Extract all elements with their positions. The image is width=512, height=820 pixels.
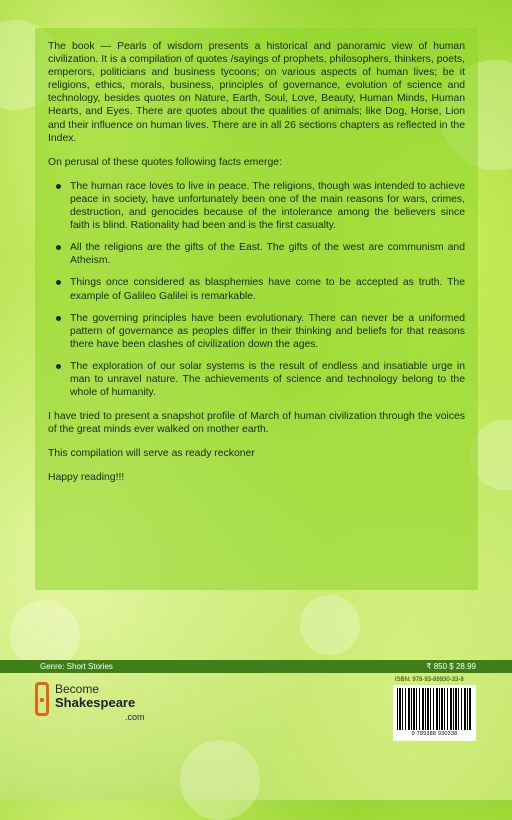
barcode-bars: [397, 688, 472, 730]
logo-text-com: .com: [125, 712, 145, 722]
intro-paragraph: The book — Pearls of wisdom presents a historical and panoramic view of human civilization. It is a compilation of quotes /sayings of prophets, philosophers, thinkers, poets, emperors, politicians and business tycoons; on various aspects of human lives; be it religions, ethics, morals, business, principles of governance, evolution of science and technology, besides quotes on Nature, Earth, Soul, Love, Beauty, Human Minds, Human Hearts, and Eyes. There are quotes about the qualities of animals; like Dog, Horse, Lion and their influence on human lives. There are in all 26 sections chapters as reflected in the Index.: [48, 41, 465, 144]
isbn-label: ISBN: 978-93-88930-33-8: [395, 677, 464, 683]
logo-text-become: Become: [55, 682, 100, 696]
isbn-barcode: [393, 685, 476, 741]
fact-item: All the religions are the gifts of the East. The gifts of the west are communism and Atheism.: [70, 242, 465, 267]
barcode-digits: 9 789388 930338: [411, 731, 458, 737]
genre-label: Genre: Short Stories: [40, 662, 113, 671]
fact-item: The human race loves to live in peace. The religions, though was intended to achieve peace in society, have unfortunately been one of the main reasons for wars, crimes, destruction, and genocides because of the intolerance among the believers since faith is blind. Rationality had been and is the first casualty.: [70, 180, 465, 232]
bokeh-circle: [180, 740, 260, 820]
back-cover-text-panel: [35, 28, 478, 590]
compilation-paragraph: This compilation will serve as ready reckoner: [48, 448, 255, 460]
logo-text-shakespeare: Shakespeare: [55, 695, 136, 710]
genre-price-strip: [0, 660, 512, 673]
closing-paragraph: I have tried to present a snapshot profile of March of human civilization through the voices of the great minds ever walked on mother earth.: [48, 411, 465, 436]
publisher-logo-icon: [35, 682, 49, 716]
price-label: ₹ 850 $ 28.99: [426, 662, 476, 671]
fact-item: The governing principles have been evolutionary. There can never be a uniformed pattern of governance as peoples differ in their thinking and beliefs for that reasons there have been clashes of civilization down the ages.: [70, 312, 465, 350]
signoff-paragraph: Happy reading!!!: [48, 472, 125, 484]
bokeh-circle: [300, 595, 360, 655]
fact-item: Things once considered as blasphemies have come to be accepted as truth. The example of Galileo Galilei is remarkable.: [70, 277, 465, 302]
fact-item: The exploration of our solar systems is the result of endless and insatiable urge in man to unravel nature. The achievements of science and technology belong to the whole of humanity.: [70, 360, 465, 399]
facts-list: [48, 180, 465, 399]
lead-paragraph: On perusal of these quotes following facts emerge:: [48, 156, 282, 168]
publisher-logo: [35, 680, 205, 736]
